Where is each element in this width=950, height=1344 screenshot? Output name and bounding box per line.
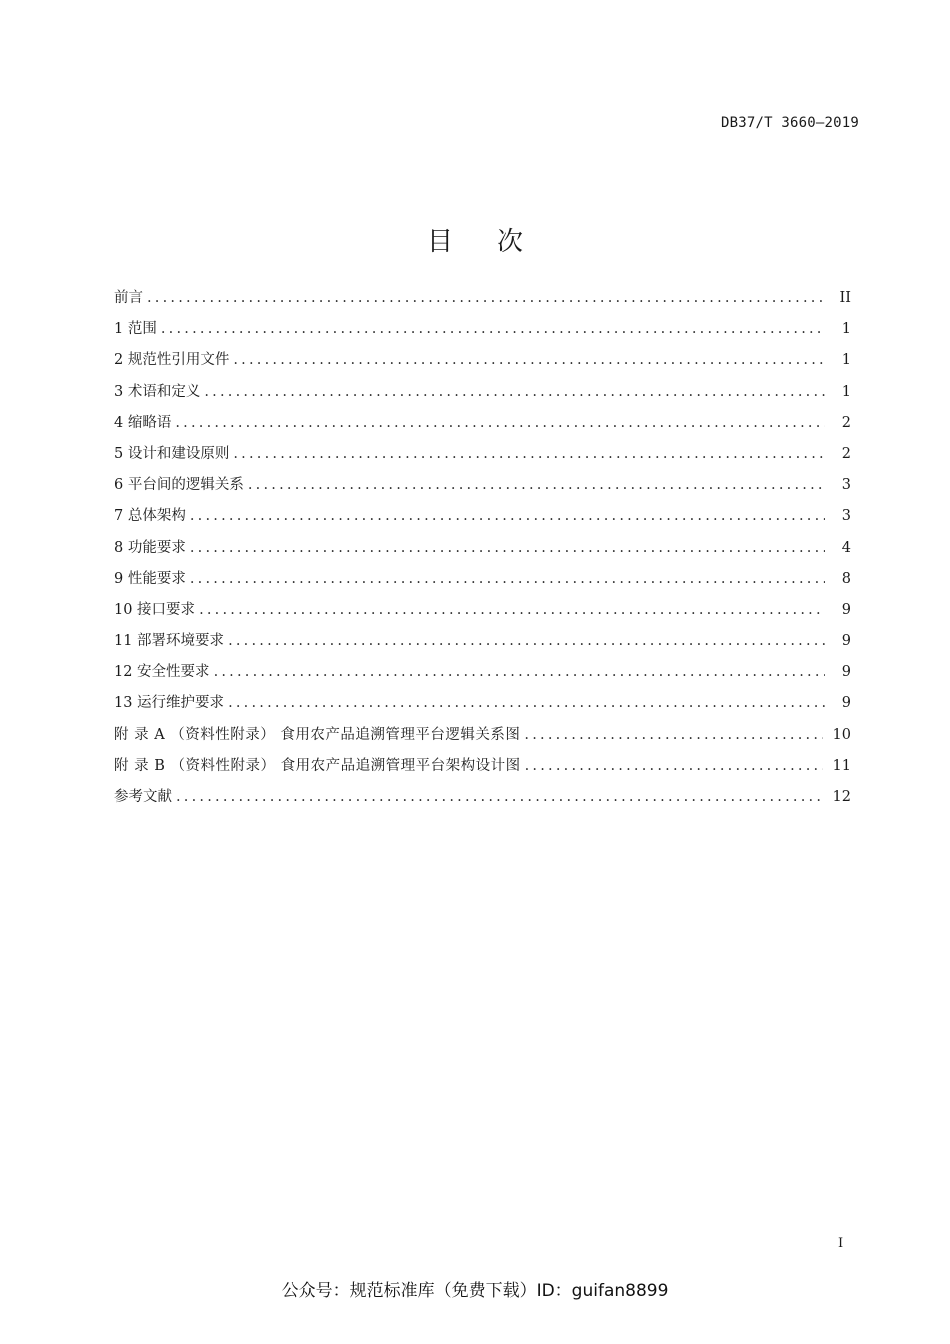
toc-entry-page: 11 [832,757,851,774]
toc-leader-dots [525,755,823,777]
toc-leader-dots [248,474,825,496]
toc-entry-scope[interactable] [114,318,851,349]
toc-entry-terms-definitions[interactable] [114,381,851,412]
toc-entry-label: 4 缩略语 [114,414,172,431]
toc-entry-label: 12 安全性要求 [114,664,210,681]
toc-entry-normative-references[interactable] [114,349,851,380]
toc-leader-dots [233,443,825,465]
toc-entry-appendix-b[interactable] [114,755,851,786]
toc-entry-page: 1 [841,383,851,400]
toc-entry-page: 12 [832,789,851,805]
page-number: I [838,1236,844,1251]
toc-leader-dots [190,537,825,559]
toc-leader-dots [524,724,822,746]
document-code: DB37/T 3660—2019 [720,115,859,131]
footer-note: 公众号：规范标准库（免费下载）ID：guifan8899 [281,1281,669,1301]
toc-entry-page: 10 [832,726,851,743]
toc-leader-dots [176,786,823,808]
toc-entry-page: 4 [841,539,851,556]
toc-leader-dots [204,381,825,403]
toc-leader-dots [233,349,825,371]
toc-entry-label: 附 录 A （资料性附录） 食用农产品追溯管理平台逻辑关系图 [114,726,521,743]
toc-entry-label: 10 接口要求 [114,601,196,618]
toc-entry-label: 6 平台间的逻辑关系 [114,477,244,494]
toc-entry-page: 1 [841,321,851,338]
toc-entry-label: 5 设计和建设原则 [114,445,230,462]
toc-leader-dots [214,661,825,683]
toc-entry-bibliography[interactable] [114,786,851,817]
toc-entry-page: 9 [841,633,851,650]
toc-leader-dots [199,599,825,621]
toc-entry-platform-logic[interactable] [114,474,851,505]
toc-entry-label: 附 录 B （资料性附录） 食用农产品追溯管理平台架构设计图 [114,757,521,774]
toc-entry-interface-requirements[interactable] [114,599,851,630]
toc-entry-page: 9 [841,664,851,681]
toc-entry-page: 3 [841,477,851,494]
toc-entry-label: 9 性能要求 [114,570,186,587]
toc-leader-dots [175,412,825,434]
toc-entry-page: 2 [841,414,851,431]
toc-entry-appendix-a[interactable] [114,724,851,755]
toc-entry-label: 3 术语和定义 [114,383,201,400]
toc-entry-operations-maintenance[interactable] [114,692,851,723]
toc-entry-page: 8 [841,570,851,587]
toc-entry-page: 1 [841,352,851,369]
page-title: 目次 [426,227,567,258]
toc-entry-page: 9 [841,601,851,618]
toc-entry-page: 9 [841,695,851,712]
toc-entry-foreword[interactable] [114,287,851,318]
toc-entry-label: 前言 [114,290,143,306]
toc-entry-label: 13 运行维护要求 [114,695,225,712]
toc-entry-label: 7 总体架构 [114,508,186,525]
toc-entry-deployment-requirements[interactable] [114,630,851,661]
toc-entry-overall-architecture[interactable] [114,505,851,536]
toc-entry-performance-requirements[interactable] [114,568,851,599]
toc-entry-security-requirements[interactable] [114,661,851,692]
toc-leader-dots [228,630,825,652]
toc-entry-page: 2 [841,445,851,462]
toc-leader-dots [161,318,825,340]
toc-entry-label: 参考文献 [114,789,172,805]
toc-entry-label: 8 功能要求 [114,539,186,556]
toc-entry-abbreviations[interactable] [114,412,851,443]
toc-entry-page: 3 [841,508,851,525]
toc-leader-dots [147,287,825,309]
toc-leader-dots [190,505,825,527]
toc-entry-label: 1 范围 [114,321,157,338]
toc-leader-dots [228,692,825,714]
table-of-contents [114,287,851,817]
toc-entry-functional-requirements[interactable] [114,537,851,568]
toc-leader-dots [190,568,825,590]
toc-entry-page: II [839,290,851,306]
toc-entry-label: 2 规范性引用文件 [114,352,230,369]
toc-entry-label: 11 部署环境要求 [114,633,225,650]
toc-entry-design-principles[interactable] [114,443,851,474]
